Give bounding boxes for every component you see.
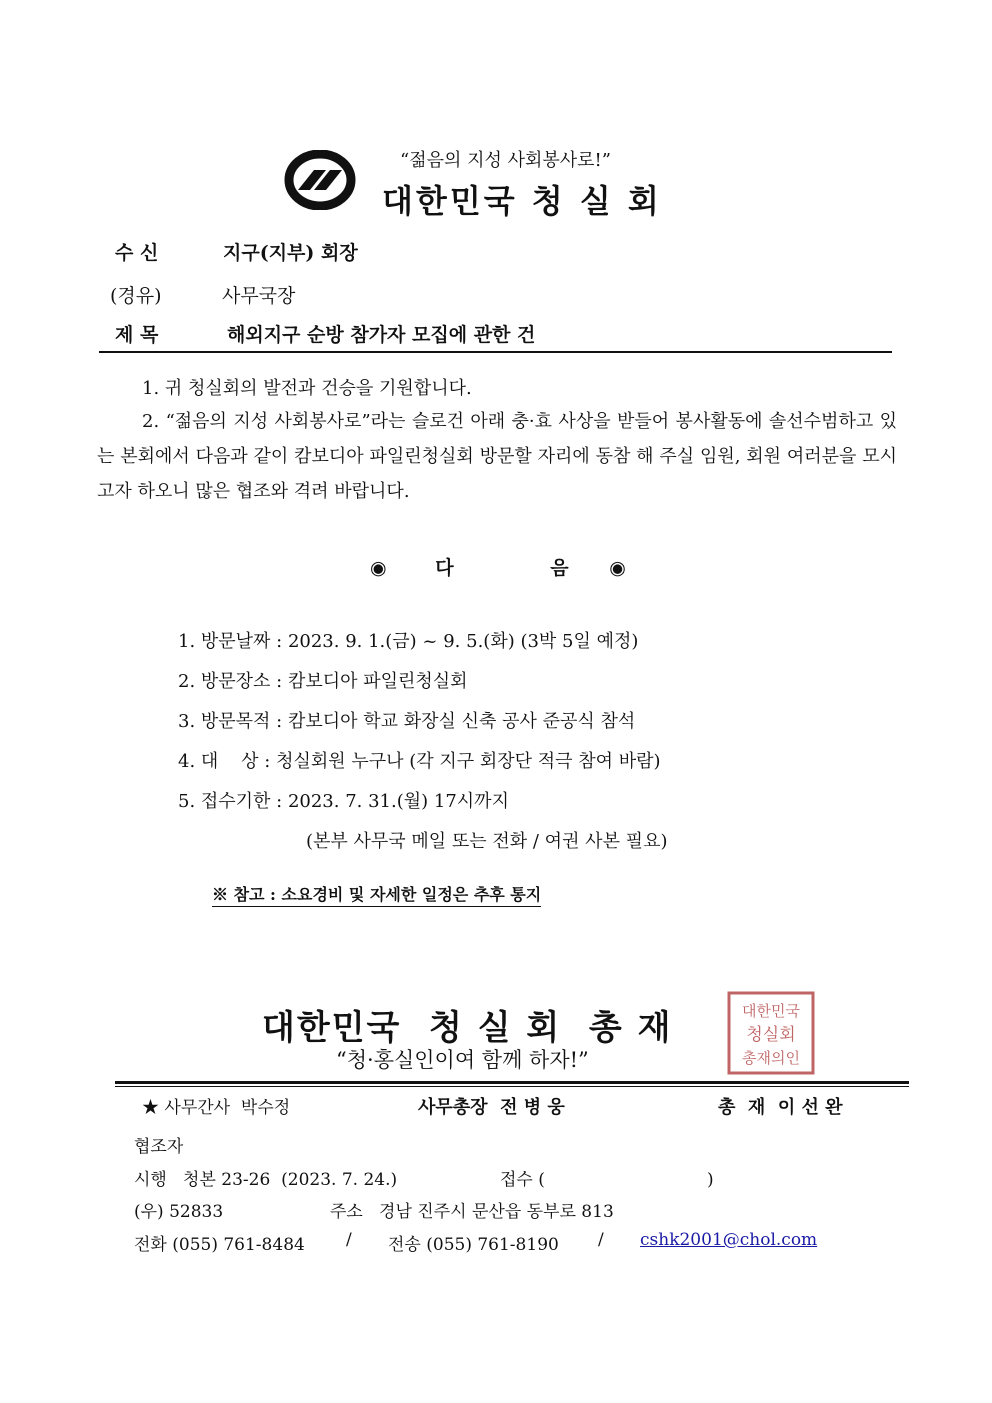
secretary-signature: 사무총장 전 병 웅 [418,1097,565,1118]
paragraph-1: 1. 귀 청실회의 발전과 건승을 기원합니다. [142,378,472,399]
item-visit-place: 2. 방문장소 : 캄보디아 파일린청실회 [178,671,468,692]
item-deadline-note: (본부 사무국 메일 또는 전화 / 여권 사본 필요) [306,831,668,852]
postal-code: (우) 52833 [134,1202,224,1222]
receipt-field: 접수 ( ) [500,1170,714,1190]
seal-line-2: 청실회 [746,1025,796,1045]
notice-mark-left: ◉ [370,557,387,579]
phone: 전화 (055) 761-8484 [134,1235,305,1255]
issue-number: 시행 청본 23-26 (2023. 7. 24.) [134,1170,398,1190]
notice-mark-right: ◉ [609,557,626,579]
federation-name: 대한민국 청 실 회 총 재 [262,1008,673,1048]
president-signature: 총 재 이 선 완 [718,1097,843,1118]
to-label: 수 신 [115,242,159,264]
address: 주소 경남 진주시 문산읍 동부로 813 [330,1202,614,1222]
item-target: 4. 대 상 : 청실회원 누구나 (각 지구 회장단 적극 참여 바람) [178,751,661,772]
via-value: 사무국장 [222,285,296,307]
separator-2: / [598,1230,604,1250]
header-slogan: “젊음의 지성 사회봉사로!” [400,150,611,171]
separator-1: / [346,1230,352,1250]
subject-row [115,320,535,347]
federation-slogan: “청·홍실인이여 함께 하자!” [336,1048,589,1072]
reference-note: ※ 참고 : 소요경비 및 자세한 일정은 추후 통지 [212,882,541,907]
item-visit-purpose: 3. 방문목적 : 캄보디아 학교 화장실 신축 공사 준공식 참석 [178,711,636,732]
email-link[interactable]: cshk2001@chol.com [640,1230,818,1250]
seal-icon [726,990,816,1076]
cooperator-label: 협조자 [134,1137,184,1157]
official-seal [726,990,816,1076]
notice-heading [370,553,626,580]
paragraph-2: 2. “젊음의 지성 사회봉사로”라는 슬로건 아래 충·효 사상을 받들어 봉사활동에 솔선수범하고 있는 본회에서 다음과 같이 캄보디아 파일린청실회 방문할 자리에 동참 해 주실 임원, 회원 여러분을 모시고자 하오니 많은 협조와 격려 바랍니다. [97,411,897,502]
via-row [110,281,295,308]
seal-line-1: 대한민국 [742,1002,800,1020]
item-deadline: 5. 접수기한 : 2023. 7. 31.(월) 17시까지 [178,791,509,812]
seal-line-3: 총재의인 [742,1049,800,1067]
footer-divider-thin [115,1086,909,1087]
item-visit-date: 1. 방문날짜 : 2023. 9. 1.(금) ~ 9. 5.(화) (3박 5일 예정) [178,631,639,652]
organization-logo-icon [284,150,356,210]
notice-word-1: 다 [435,557,454,579]
organization-name: 대한민국 청 실 회 [382,182,662,220]
subject-label: 제 목 [115,324,159,346]
recipient-row [115,238,358,265]
footer-divider [115,1081,909,1084]
fax: 전송 (055) 761-8190 [388,1235,559,1255]
via-label: (경유) [110,285,162,307]
header-divider [99,351,892,353]
to-value: 지구(지부) 회장 [223,242,358,264]
subject-value: 해외지구 순방 참가자 모집에 관한 건 [227,324,536,346]
staff-signature: ★ 사무간사 박수정 [142,1098,291,1118]
notice-word-2: 음 [550,557,569,579]
